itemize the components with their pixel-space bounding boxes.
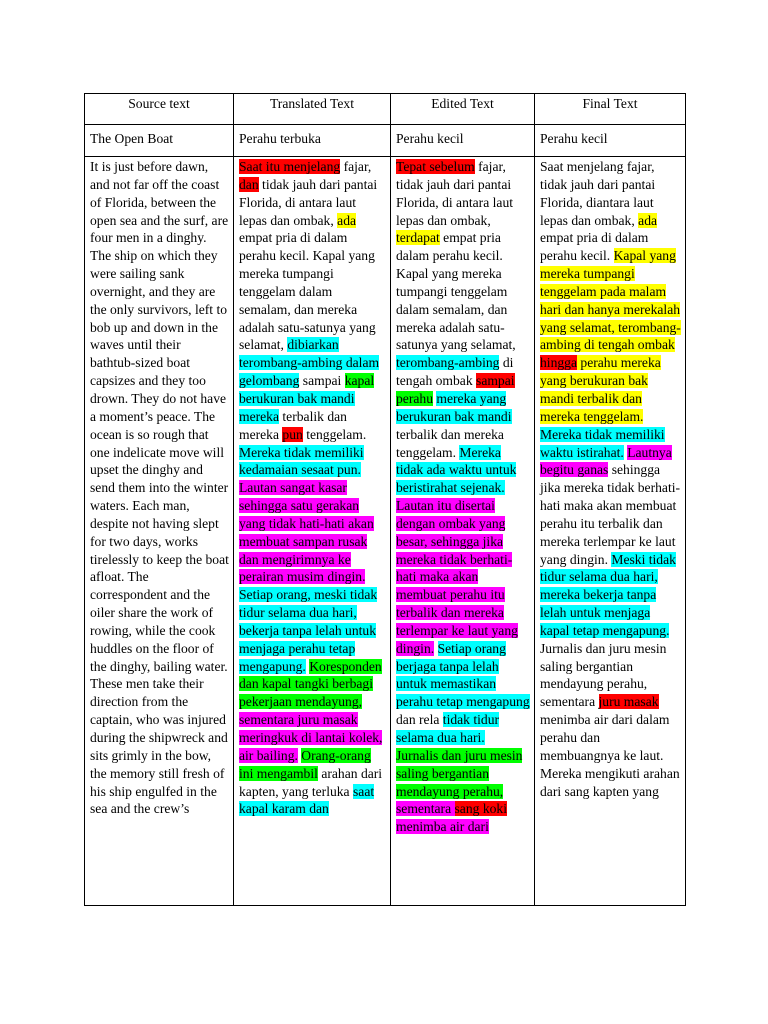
header-source [85, 94, 234, 125]
text-segment: Jurnalis dan juru mesin saling bergantian mendayung perahu, sementara [540, 640, 667, 710]
text-segment: di tengah ombak [396, 355, 514, 389]
text-segment: sampai [299, 373, 345, 389]
highlight-red: Tepat sebelum [396, 159, 475, 174]
text-segment: tenggelam. [302, 426, 367, 442]
text-segment: fajar, tidak jauh dari pantai Florida, di antara laut lepas dan ombak, [396, 159, 514, 228]
header-final [535, 94, 686, 125]
highlight-green: Jurnalis dan juru mesin saling bergantian mendayung perahu, [396, 747, 523, 799]
body-row [85, 157, 686, 906]
highlight-cyan: Mereka tidak memiliki kedamaian sesaat pun. [239, 444, 364, 478]
highlight-yellow: terdapat [396, 230, 440, 246]
highlight-magenta: sementara [396, 801, 455, 817]
body-source [85, 157, 234, 906]
highlight-yellow: ada [337, 212, 357, 228]
highlight-cyan: tidak tidur selama dua hari. [396, 712, 500, 745]
title-translated [234, 125, 391, 157]
highlight-yellow: selamat, terombang-ambing di tengah ombak [540, 319, 681, 353]
highlight-cyan: berukuran bak mandi mereka [239, 390, 355, 424]
text-segment: tidak jauh dari pantai Florida, di antara laut lepas dan ombak, [239, 176, 378, 228]
source-paragraph [85, 157, 233, 903]
title-source [85, 125, 234, 157]
text-segment: arahan dari kapten, yang terluka [239, 765, 383, 799]
highlight-cyan: dibiarkan terombang-ambing dalam gelombang [239, 337, 380, 389]
highlight-cyan: terombang-ambing [396, 355, 500, 371]
text-segment: terbalik dan mereka [239, 408, 347, 442]
header-edited-label: Edited Text [431, 96, 494, 111]
highlight-red: Saat itu menjelang [239, 159, 341, 174]
highlight-cyan: Mereka tidak ada waktu untuk beristirahat sejenak. [396, 444, 517, 496]
highlight-red: sang koki [454, 801, 507, 817]
body-final [535, 157, 686, 906]
highlight-cyan: mereka yang berukuran bak mandi [396, 390, 512, 424]
highlight-red: pun [282, 426, 303, 442]
header-translated [234, 94, 391, 125]
text-segment: empat pria di dalam perahu kecil. [540, 230, 649, 264]
highlight-magenta: Lautan sangat kasar sehingga satu gerakan yang tidak hati-hati akan membuat sampan rusak dan mengirimnya ke perairan musim dingin. [239, 480, 374, 585]
highlight-yellow: perahu mereka yang berukuran bak mandi terbalik dan mereka tenggelam. [540, 355, 661, 424]
edited-paragraph [391, 157, 534, 903]
highlight-green: perahu [396, 390, 433, 406]
highlight-yellow: Kapal yang mereka tumpangi tenggelam pada malam hari dan hanya merekalah yang [540, 248, 681, 335]
title-edited [391, 125, 535, 157]
text-segment: menimba air dari dalam perahu dan membuangnya ke laut. Mereka mengikuti arahan dari sang kapten yang [540, 712, 680, 799]
highlight-cyan: Meski tidak tidur selama dua hari, mereka bekerja tanpa lelah untuk menjaga kapal tetap mengapung. [540, 551, 676, 638]
text-segment: dan rela [396, 712, 443, 728]
header-translated-label: Translated Text [269, 96, 354, 111]
highlight-red: dan [239, 176, 259, 192]
text-segment: fajar, [340, 159, 372, 174]
title-edited-text: Perahu kecil [396, 131, 464, 146]
text-segment: sehingga jika mereka tidak berhati-hati maka akan membuat perahu itu terbalik dan mereka terlempar ke laut yang dingin. [540, 462, 681, 567]
highlight-cyan: Setiap orang berjaga tanpa lelah untuk memastikan perahu tetap mengapung [396, 640, 530, 710]
text-segment: empat pria di dalam perahu kecil. Kapal yang mereka tumpangi tenggelam dalam semalam, dan mereka adalah satu-satunya yang selamat, [239, 230, 376, 353]
highlight-red: sampai [476, 373, 515, 389]
highlight-green: kapal [344, 373, 375, 389]
comparison-table [84, 93, 686, 906]
body-translated [234, 157, 391, 906]
highlight-magenta: menimba air dari [396, 819, 489, 835]
title-final-text: Perahu kecil [540, 131, 608, 146]
highlight-yellow: ada [638, 212, 658, 228]
highlight-red: hingga [540, 355, 577, 371]
translated-paragraph [234, 157, 390, 903]
text-segment: Saat menjelang fajar, tidak jauh dari pantai Florida, diantara laut lepas dan ombak, [540, 159, 656, 228]
title-translated-text: Perahu terbuka [239, 131, 321, 146]
highlight-green: Koresponden dan kapal tangki berbagi pekerjaan mendayung, [239, 658, 382, 710]
text-segment: terbalik dan mereka tenggelam. [396, 426, 504, 460]
highlight-green: Orang-orang ini mengambil [239, 747, 371, 781]
highlight-red: juru masak [598, 694, 659, 710]
highlight-magenta: sementara juru masak meringkuk di lantai kolek, air bailing. [239, 712, 383, 763]
highlight-magenta: Lautnya begitu ganas [540, 444, 672, 478]
title-row [85, 125, 686, 157]
body-edited [391, 157, 535, 906]
highlight-cyan: saat kapal karam dan [239, 783, 375, 817]
highlight-cyan: Mereka tidak memiliki waktu istirahat. [540, 426, 665, 460]
header-edited [391, 94, 535, 125]
header-source-label: Source text [128, 96, 190, 111]
text-segment: empat pria dalam perahu kecil. Kapal yang mereka tumpangi tenggelam dalam semalam, dan mereka adalah satu-satunya yang selamat, [396, 230, 516, 353]
title-source-text: The Open Boat [90, 131, 174, 146]
final-paragraph [535, 157, 685, 903]
header-row [85, 94, 686, 125]
header-final-label: Final Text [582, 96, 638, 111]
highlight-magenta: Lautan itu disertai dengan ombak yang besar, sehingga jika mereka tidak berhati-hati maka akan membuat perahu itu terbalik dan mereka terlempar ke laut yang dingin. [396, 498, 518, 656]
title-final [535, 125, 686, 157]
highlight-cyan: Setiap orang, meski tidak tidur selama dua hari, bekerja tanpa lelah untuk menjaga perahu tetap mengapung. [239, 587, 378, 674]
text-segment: It is just before dawn, and not far off the coast of Florida, between the open sea and the surf, are four men in a dinghy. The ship on which they were sailing sank overnight, and they are the only survivors, left to bob up and down in the waves until their bathtub-sized boat capsizes and they too drown. They do not have a moment’s peace. The ocean is so rough that one indelicate move will upset the dinghy and send them into the winter waters. Each man, despite not having slept for two days, works tirelessly to keep the boat afloat. The correspondent and the oiler share the work of rowing, while the cook huddles on the floor of the dinghy, bailing water. These men take their direction from the captain, who was injured during the shipwreck and sits grimly in the bow, the memory still fresh of his ship engulfed in the sea and the crew’s [90, 159, 229, 817]
